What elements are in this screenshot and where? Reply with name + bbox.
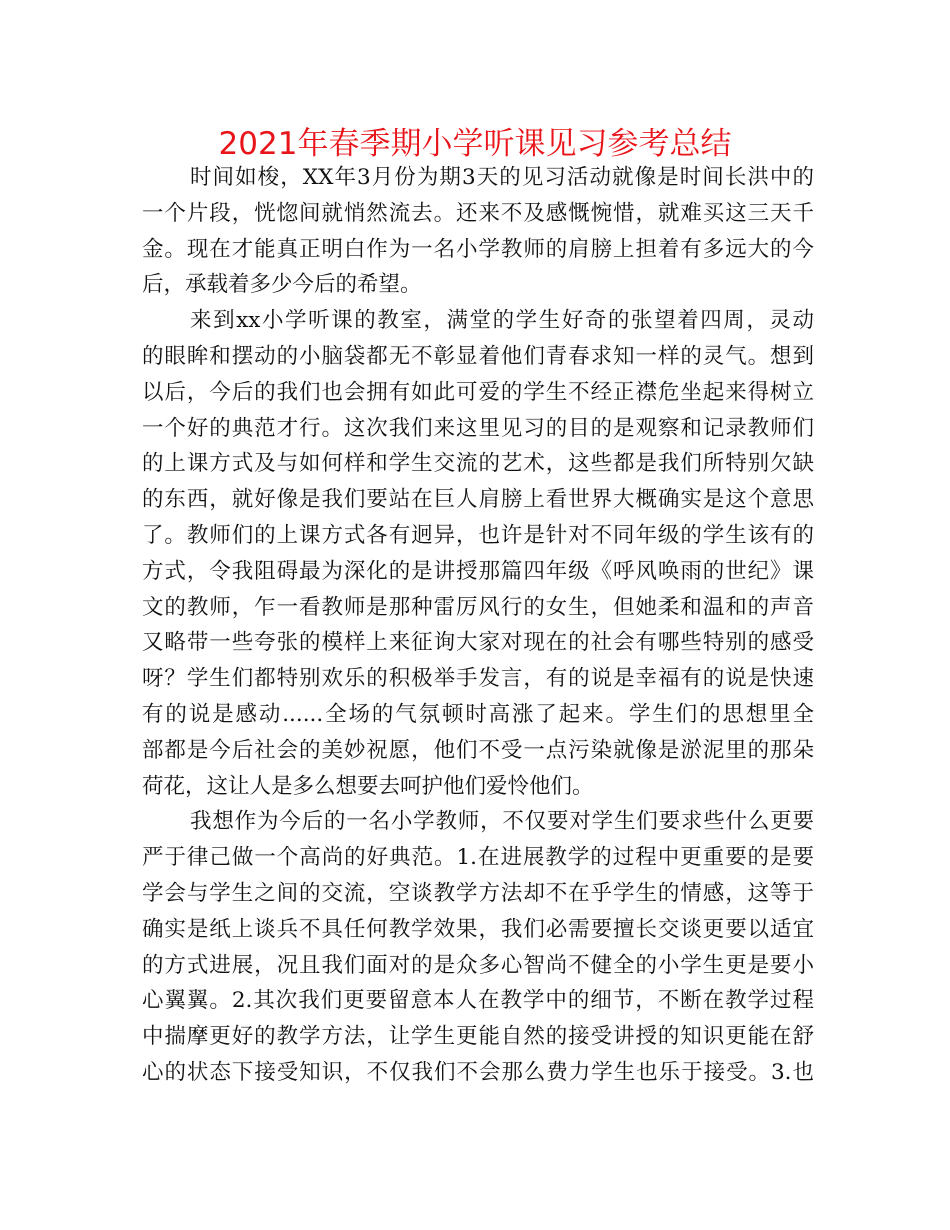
text-line: 有的说是感动......全场的气氛顿时高涨了起来。学生们的思想里全 bbox=[142, 701, 814, 727]
text-line: 学会与学生之间的交流，空谈教学方法却不在乎学生的情感，这等于 bbox=[142, 880, 814, 906]
paragraph-3 bbox=[142, 804, 814, 1090]
paragraph-1 bbox=[142, 160, 814, 303]
text-line: 金。现在才能真正明白作为一名小学教师的肩膀上担着有多远大的今 bbox=[142, 236, 814, 262]
text-line: 了。教师们的上课方式各有迥异，也许是针对不同年级的学生该有的 bbox=[142, 522, 814, 548]
text-line: 我想作为今后的一名小学教师，不仅要对学生们要求些什么更要 bbox=[190, 809, 814, 835]
text-line: 的方式进展，况且我们面对的是众多心智尚不健全的小学生更是要小 bbox=[142, 952, 814, 978]
text-line: 文的教师，乍一看教师是那种雷厉风行的女生，但她柔和温和的声音 bbox=[142, 594, 814, 620]
text-line: 时间如梭，XX年3月份为期3天的见习活动就像是时间长洪中的 bbox=[190, 165, 814, 190]
paragraph-2 bbox=[142, 303, 814, 804]
text-line: 后，承载着多少今后的希望。 bbox=[142, 272, 422, 298]
text-line: 部都是今后社会的美妙祝愿，他们不受一点污染就像是淤泥里的那朵 bbox=[142, 737, 814, 763]
text-line: 中揣摩更好的教学方法，让学生更能自然的接受讲授的知识更能在舒 bbox=[142, 1024, 814, 1050]
text-line: 的眼眸和摆动的小脑袋都无不彰显着他们青春求知一样的灵气。想到 bbox=[142, 343, 814, 369]
text-line: 方式，令我阻碍最为深化的是讲授那篇四年级《呼风唤雨的世纪》课 bbox=[142, 558, 814, 584]
text-line: 的上课方式及与如何样和学生交流的艺术，这些都是我们所特别欠缺 bbox=[142, 451, 814, 477]
text-line: 心的状态下接受知识，不仅我们不会那么费力学生也乐于接受。3.也 bbox=[142, 1059, 814, 1085]
text-line: 心翼翼。2.其次我们更要留意本人在教学中的细节，不断在教学过程 bbox=[142, 988, 814, 1014]
text-line: 呀？学生们都特别欢乐的积极举手发言，有的说是幸福有的说是快速 bbox=[142, 666, 814, 692]
text-line: 一个片段，恍惚间就悄然流去。还来不及感慨惋惜，就难买这三天千 bbox=[142, 200, 814, 226]
text-line: 又略带一些夸张的模样上来征询大家对现在的社会有哪些特别的感受 bbox=[142, 630, 814, 656]
text-line: 荷花，这让人是多么想要去呵护他们爱怜他们。 bbox=[142, 773, 594, 799]
text-line: 一个好的典范才行。这次我们来这里见习的目的是观察和记录教师们 bbox=[142, 415, 814, 441]
document-body bbox=[142, 160, 814, 1091]
text-line: 确实是纸上谈兵不具任何教学效果，我们必需要擅长交谈更要以适宜 bbox=[142, 916, 814, 942]
text-line: 以后，今后的我们也会拥有如此可爱的学生不经正襟危坐起来得树立 bbox=[142, 379, 814, 405]
text-line: 来到xx小学听课的教室，满堂的学生好奇的张望着四周，灵动 bbox=[190, 308, 814, 334]
text-line: 严于律己做一个高尚的好典范。1.在进展教学的过程中更重要的是要 bbox=[142, 845, 814, 871]
document-title: 2021年春季期小学听课见习参考总结 bbox=[218, 126, 732, 162]
text-line: 的东西，就好像是我们要站在巨人肩膀上看世界大概确实是这个意思 bbox=[142, 487, 814, 513]
